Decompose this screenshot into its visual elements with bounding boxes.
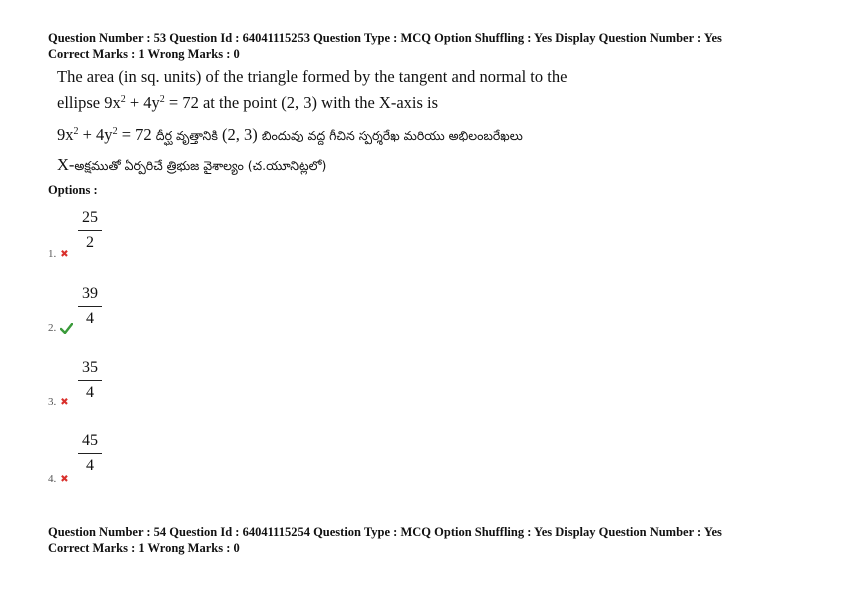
option-2-fraction [78, 285, 102, 328]
question-text-english-line1: The area (in sq. units) of the triangle formed by the tangent and normal to the [57, 67, 568, 86]
denominator: 4 [86, 384, 94, 401]
option-1-marker [48, 248, 69, 260]
numerator: 35 [82, 359, 98, 376]
exponent: 2 [159, 94, 165, 105]
equation-term: = 72 [117, 125, 156, 144]
question-53-header: Question Number : 53 Question Id : 64041115253 Question Type : MCQ Option Shuffling : Yes Display Question Number : Yes [48, 31, 722, 45]
denominator: 2 [86, 234, 94, 251]
question-54-header: Question Number : 54 Question Id : 64041115254 Question Type : MCQ Option Shuffling : Yes Display Question Number : Yes [48, 525, 722, 539]
fraction-bar [78, 453, 102, 454]
equation-term: 9x [57, 125, 74, 144]
equation-term: = 72 at the point (2, 3) with the X-axis is [164, 93, 439, 112]
option-number: 4. [48, 473, 57, 485]
cross-icon: ✖ [60, 396, 69, 408]
option-1-fraction [78, 209, 102, 252]
axis-label: X- [57, 155, 75, 174]
question-text-english-line2 [57, 92, 438, 114]
telugu-text: దీర్ఘ వృత్తానికి [155, 128, 218, 143]
telugu-text: బిందువు వద్ద గీచిన స్పర్శరేఖ మరియు అభిలంబరేఖలు [261, 128, 523, 143]
fraction-bar [78, 230, 102, 231]
point-coordinates: (2, 3) [217, 125, 262, 144]
question-54-marks: Correct Marks : 1 Wrong Marks : 0 [48, 541, 240, 555]
check-icon [60, 323, 73, 334]
option-3-marker [48, 396, 69, 408]
denominator: 4 [86, 310, 94, 327]
question-text-telugu-line2 [57, 154, 326, 177]
option-number: 1. [48, 248, 57, 260]
option-number: 2. [48, 322, 57, 334]
options-label: Options : [48, 183, 98, 197]
fraction-bar [78, 380, 102, 381]
numerator: 25 [82, 209, 98, 226]
fraction-bar [78, 306, 102, 307]
numerator: 45 [82, 432, 98, 449]
option-4-fraction [78, 432, 102, 475]
exponent: 2 [120, 94, 126, 105]
option-3-fraction [78, 359, 102, 402]
cross-icon: ✖ [60, 473, 69, 485]
equation-term: ellipse 9x [57, 93, 121, 112]
option-2-marker [48, 322, 73, 334]
cross-icon: ✖ [60, 248, 69, 260]
numerator: 39 [82, 285, 98, 302]
equation-term: + 4y [78, 125, 113, 144]
exponent: 2 [73, 126, 79, 137]
telugu-text: అక్షముతో ఏర్పరిచే త్రిభుజ వైశాల్యం (చ.యూనిట్లలో) [74, 158, 327, 173]
equation-term: + 4y [125, 93, 160, 112]
exponent: 2 [112, 126, 118, 137]
question-53-marks: Correct Marks : 1 Wrong Marks : 0 [48, 47, 240, 61]
option-4-marker [48, 473, 69, 485]
denominator: 4 [86, 457, 94, 474]
option-number: 3. [48, 396, 57, 408]
question-text-telugu-line1 [57, 124, 523, 147]
